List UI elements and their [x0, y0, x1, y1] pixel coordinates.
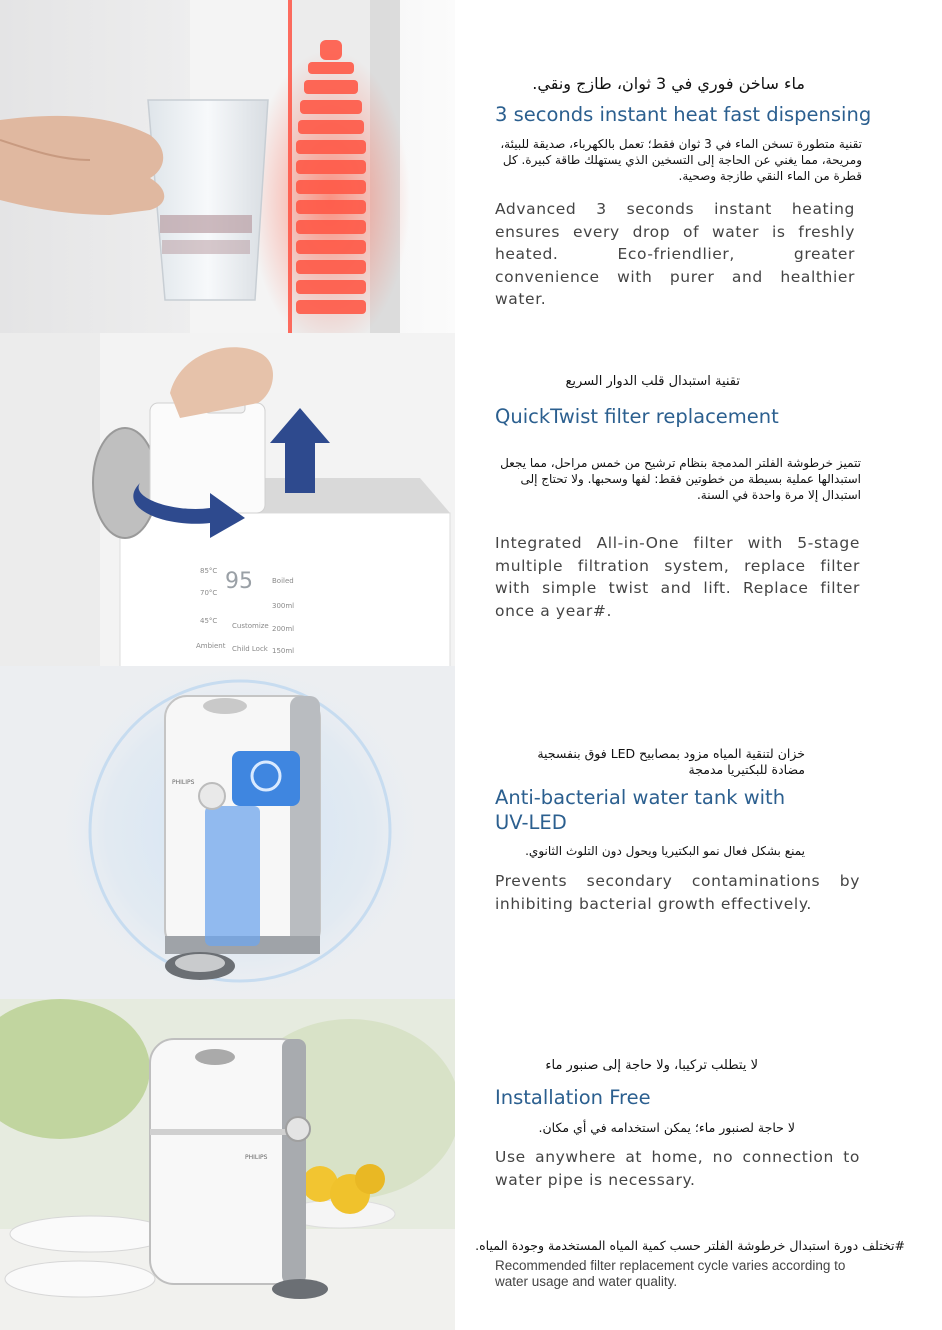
installation-image — [0, 999, 455, 1330]
brand-logo: PHILIPS — [245, 1154, 268, 1161]
hot-water-illustration — [0, 0, 455, 333]
section2-arabic-body: تتميز خرطوشة الفلتر المدمجة بنظام ترشيح من خمس مراحل، مما يجعل استبدالها عملية بسيطة من خطوتين فقط: لفها وسحبها. ولا تحتاج إلى استبدال إلا مرة واحدة في السنة. — [500, 456, 861, 502]
panel-label: Boiled — [272, 577, 294, 585]
panel-label: 70°C — [200, 589, 218, 597]
uv-tank-illustration — [0, 666, 455, 999]
brand-logo: PHILIPS — [172, 779, 195, 786]
section4-arabic-title: لا يتطلب تركيبا، ولا حاجة إلى صنبور ماء — [545, 1058, 758, 1073]
section3-english-title-line1: Anti-bacterial water tank with — [495, 786, 786, 809]
footer-english-note: Recommended filter replacement cycle varies according to water usage and water quality. — [495, 1258, 846, 1289]
panel-label: 300ml — [272, 602, 295, 610]
section4-english-title: Installation Free — [495, 1086, 651, 1109]
panel-label: Child Lock — [232, 645, 268, 653]
section2-arabic-title: تقنية استبدال قلب الدوار السريع — [565, 374, 740, 389]
section1-arabic-body: تقنية متطورة تسخن الماء في 3 ثوان فقط؛ تعمل بالكهرباء، صديقة للبيئة، ومريحة، مما يغني عن الحاجة إلى التسخين الذي يستهلك طاقة كبيرة. كل قطرة من الماء النقي طازجة وصحية. — [500, 137, 862, 183]
filter-replacement-image — [0, 333, 455, 666]
section3-arabic-body: يمنع بشكل فعال نمو البكتيريا ويحول دون التلوث الثانوي. — [525, 844, 805, 858]
panel-label: 200ml — [272, 625, 295, 633]
panel-label: 85°C — [200, 567, 218, 575]
installation-illustration — [0, 999, 455, 1330]
panel-label: 45°C — [200, 617, 218, 625]
filter-illustration — [0, 333, 455, 666]
panel-label: Ambient — [196, 642, 226, 650]
hot-water-image — [0, 0, 455, 333]
section3-arabic-title: خزان لتنقية المياه مزود بمصابيح LED فوق بنفسجية مضادة للبكتيريا مدمجة — [537, 746, 805, 777]
section3-english-body: Prevents secondary contaminations by inhibiting bacterial growth effectively. — [495, 872, 860, 913]
footer-arabic-note: #تختلف دورة استبدال خرطوشة الفلتر حسب كمية المياه المستخدمة وجودة المياه. — [475, 1238, 905, 1253]
section4-arabic-body: لا حاجة لصنبور ماء؛ يمكن استخدامه في أي مكان. — [538, 1120, 795, 1135]
section1-english-title: 3 seconds instant heat fast dispensing — [495, 103, 872, 126]
display-temperature: 95 — [225, 569, 253, 594]
section4-english-body: Use anywhere at home, no connection to water pipe is necessary. — [495, 1148, 860, 1189]
panel-label: 150ml — [272, 647, 295, 655]
section1-arabic-title: ماء ساخن فوري في 3 ثوان، طازج ونقي. — [532, 74, 805, 93]
uv-tank-image — [0, 666, 455, 999]
section3-english-title — [495, 785, 785, 835]
section1-english-body: Advanced 3 seconds instant heating ensures every drop of water is freshly heated. Eco-friendlier, greater convenience with purer and healthier water. — [495, 200, 855, 308]
section3-english-title-line2: UV-LED — [495, 811, 567, 834]
section2-english-title: QuickTwist filter replacement — [495, 405, 779, 428]
section2-english-body: Integrated All-in-One filter with 5-stage multiple filtration system, replace filter with simple twist and lift. Replace filter once a year#. — [495, 534, 860, 620]
panel-label: Customize — [232, 622, 269, 630]
